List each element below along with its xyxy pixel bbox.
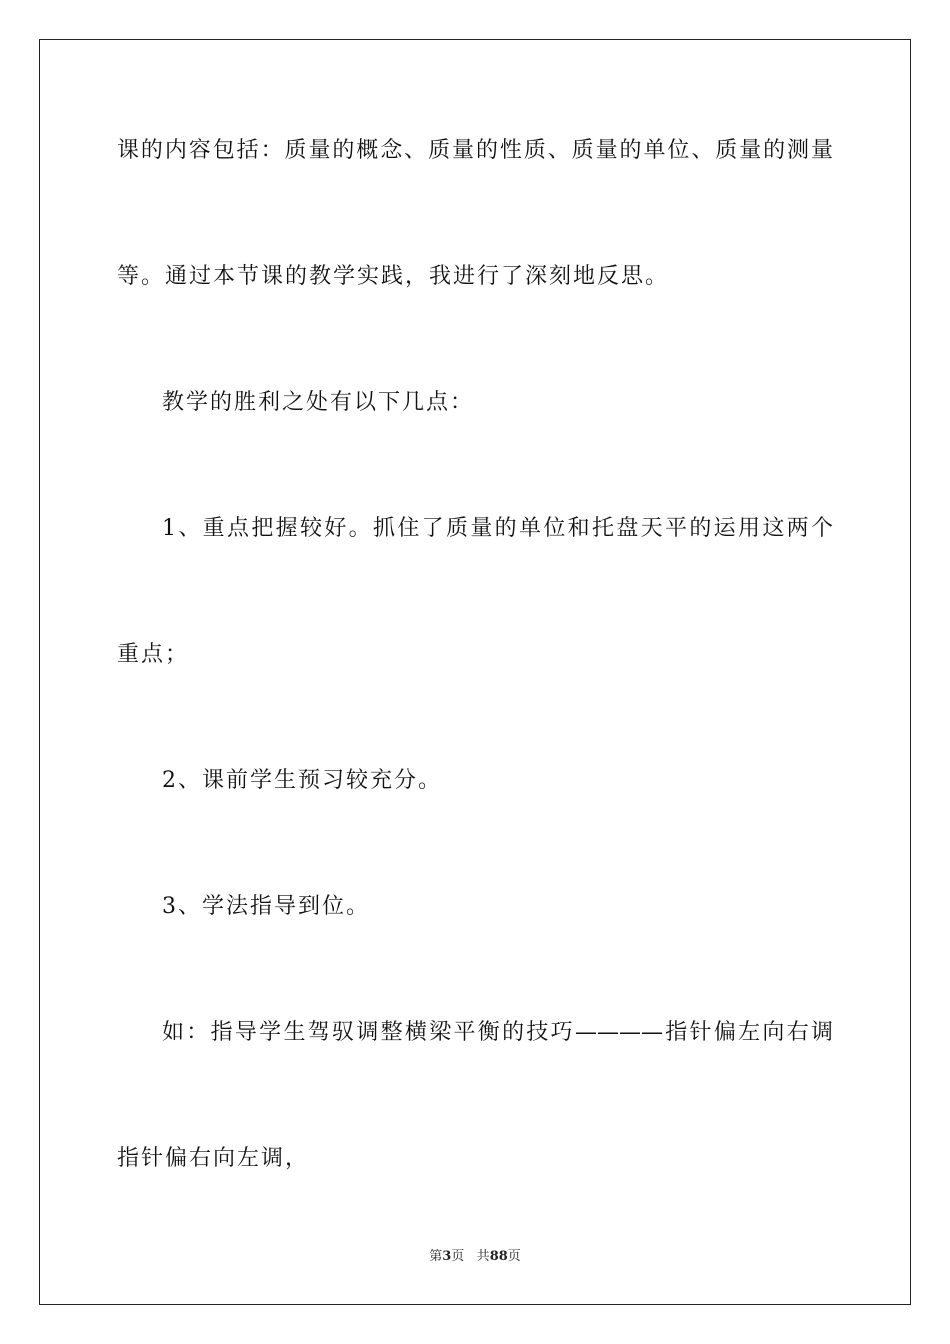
- page-footer: [0, 1248, 950, 1266]
- page-frame: [39, 39, 911, 1305]
- paragraph-line-7: 3、学法指导到位。: [162, 894, 370, 919]
- paragraph-line-6: 2、课前学生预习较充分。: [162, 768, 442, 793]
- footer-prefix: 第: [429, 1249, 443, 1264]
- footer-total-prefix: 共: [476, 1249, 490, 1264]
- paragraph-line-4: 1、重点把握较好。抓住了质量的单位和托盘天平的运用这两个: [162, 516, 833, 541]
- paragraph-line-9: 指针偏右向左调，: [117, 1146, 310, 1171]
- footer-total-suffix: 页: [507, 1249, 521, 1264]
- paragraph-line-5: 重点；: [117, 642, 190, 667]
- footer-total-pages: 88: [489, 1249, 508, 1264]
- footer-page-number: 3: [442, 1249, 452, 1264]
- paragraph-line-3: 教学的胜利之处有以下几点：: [162, 390, 475, 415]
- footer-page-suffix: 页: [451, 1249, 465, 1264]
- paragraph-line-1: 课的内容包括：质量的概念、质量的性质、质量的单位、质量的测量: [117, 138, 833, 163]
- paragraph-line-8: 如：指导学生驾驭调整横梁平衡的技巧————指针偏左向右调: [162, 1020, 833, 1045]
- paragraph-line-2: 等。通过本节课的教学实践，我进行了深刻地反思。: [117, 264, 670, 289]
